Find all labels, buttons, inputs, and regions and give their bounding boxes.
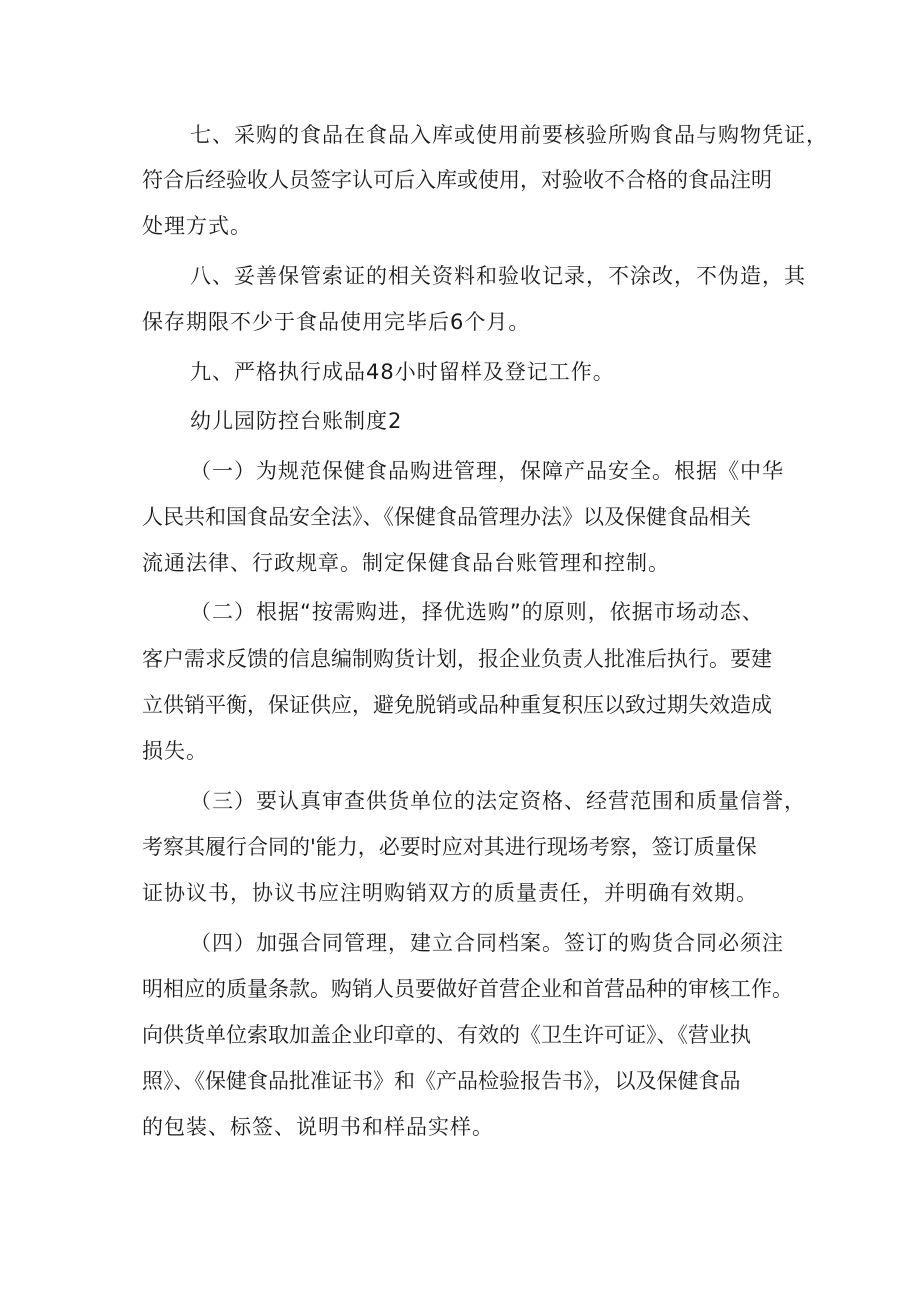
item-2-line-4: 损失。 (142, 739, 208, 763)
item-1-line-2: 人民共和国食品安全法》、《保健食品管理办法》以及保健食品相关 (142, 505, 751, 529)
paragraph-7-line-3: 处理方式。 (142, 214, 252, 238)
item-4-line-1: （四）加强合同管理，建立合同档案。签订的购货合同必须注 (190, 931, 784, 955)
paragraph-9-line-1: 九、严格执行成品48小时留样及登记工作。 (190, 360, 615, 384)
item-2-line-2: 客户需求反馈的信息编制购货计划，报企业负责人批准后执行。要建 (142, 647, 772, 671)
item-4-line-4: 照》、《保健食品批准证书》和《产品检验报告书》，以及保健食品 (142, 1069, 741, 1093)
paragraph-8-line-2: 保存期限不少于食品使用完毕后6个月。 (142, 310, 531, 334)
paragraph-7-line-1: 七、采购的食品在食品入库或使用前要核验所购食品与购物凭证， (190, 123, 828, 147)
paragraph-7-line-2: 符合后经验收人员签字认可后入库或使用，对验收不合格的食品注明 (142, 168, 772, 192)
item-2-line-3: 立供销平衡，保证供应，避免脱销或品种重复积压以致过期失效造成 (142, 693, 772, 717)
section-heading: 幼儿园防控台账制度2 (190, 409, 403, 433)
item-1-line-3: 流通法律、行政规章。制定保健食品台账管理和控制。 (142, 551, 670, 575)
paragraph-8-line-1: 八、妥善保管索证的相关资料和验收记录，不涂改，不伪造，其 (190, 264, 806, 288)
item-3-line-1: （三）要认真审查供货单位的法定资格、经营范围和质量信誉， (190, 789, 806, 813)
item-2-line-1: （二）根据“按需购进，择优选购”的原则，依据市场动态、 (190, 600, 764, 624)
item-3-line-3: 证协议书，协议书应注明购销双方的质量责任，并明确有效期。 (142, 881, 758, 905)
item-1-line-1: （一）为规范保健食品购进管理，保障产品安全。根据《中华 (190, 459, 784, 483)
item-4-line-5: 的包装、标签、说明书和样品实样。 (142, 1115, 494, 1139)
item-4-line-3: 向供货单位索取加盖企业印章的、有效的《卫生许可证》、《营业执 (142, 1023, 751, 1047)
item-3-line-2: 考察其履行合同的'能力，必要时应对其进行现场考察，签订质量保 (142, 835, 757, 859)
item-4-line-2: 明相应的质量条款。购销人员要做好首营企业和首营品种的审核工作。 (142, 977, 793, 1001)
